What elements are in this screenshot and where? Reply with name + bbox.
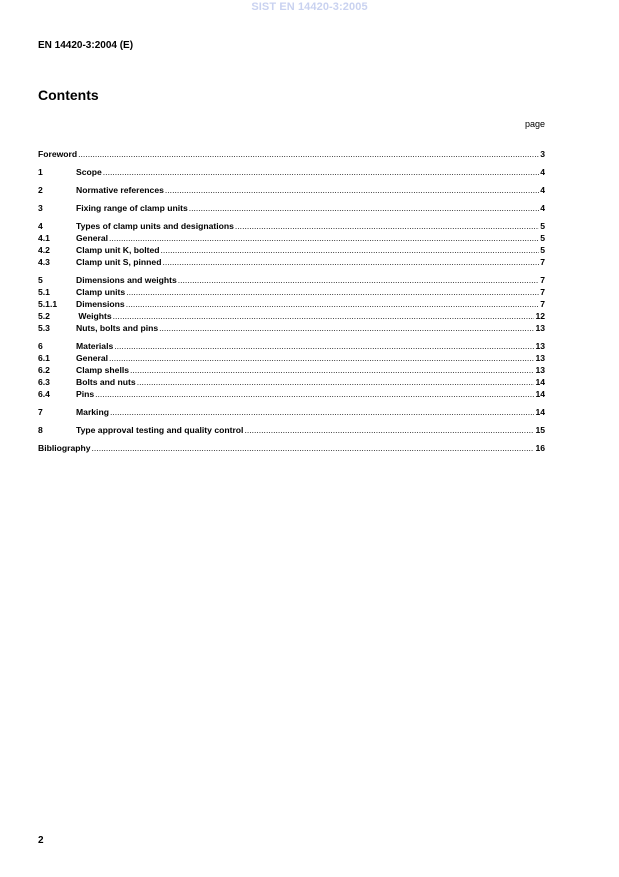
toc-entry-title: Marking bbox=[76, 407, 109, 417]
toc-entry-title: Bibliography bbox=[38, 443, 91, 453]
toc-entry[interactable] bbox=[38, 220, 545, 232]
toc-entry-number: 2 bbox=[38, 185, 43, 195]
toc-entry-title: Foreword bbox=[38, 149, 78, 159]
toc-entry-title: Pins bbox=[76, 389, 95, 399]
toc-dot-leader bbox=[78, 148, 539, 160]
toc-entry-number: 4.2 bbox=[38, 245, 50, 255]
toc-entry[interactable] bbox=[38, 376, 545, 388]
toc-entry[interactable] bbox=[38, 286, 545, 298]
toc-entry-title: Nuts, bolts and pins bbox=[76, 323, 159, 333]
toc-entry-number: 6.3 bbox=[38, 377, 50, 387]
toc-entry-number: 1 bbox=[38, 167, 43, 177]
toc-entry-page: 13 bbox=[535, 365, 545, 375]
toc-entry[interactable] bbox=[38, 274, 545, 286]
toc-entry-page: 14 bbox=[535, 389, 545, 399]
toc-entry-title: Clamp unit S, pinned bbox=[76, 257, 162, 267]
toc-dot-leader bbox=[110, 406, 534, 418]
toc-entry-title: General bbox=[76, 233, 109, 243]
toc-entry-page: 13 bbox=[535, 341, 545, 351]
toc-dot-leader bbox=[165, 184, 539, 196]
toc-entry-page: 4 bbox=[540, 167, 545, 177]
toc-dot-leader bbox=[159, 322, 534, 334]
toc-entry-page: 7 bbox=[540, 257, 545, 267]
toc-entry[interactable] bbox=[38, 442, 545, 454]
toc-entry-number: 8 bbox=[38, 425, 43, 435]
page-number: 2 bbox=[38, 835, 44, 846]
toc-entry-page: 5 bbox=[540, 221, 545, 231]
toc-entry-number: 5.1 bbox=[38, 287, 50, 297]
toc-entry-page: 7 bbox=[540, 299, 545, 309]
toc-entry-number: 3 bbox=[38, 203, 43, 213]
toc-entry-title: Weights bbox=[76, 311, 112, 321]
toc-dot-leader bbox=[235, 220, 539, 232]
toc-dot-leader bbox=[126, 286, 539, 298]
toc-entry-number: 7 bbox=[38, 407, 43, 417]
toc-entry-number: 6.1 bbox=[38, 353, 50, 363]
toc-dot-leader bbox=[109, 232, 539, 244]
toc-entry[interactable] bbox=[38, 364, 545, 376]
toc-entry-page: 13 bbox=[535, 323, 545, 333]
toc-entry[interactable] bbox=[38, 244, 545, 256]
toc-entry[interactable] bbox=[38, 256, 545, 268]
toc-dot-leader bbox=[178, 274, 539, 286]
toc-entry[interactable] bbox=[38, 424, 545, 436]
toc-entry-title: Normative references bbox=[76, 185, 164, 195]
toc-entry[interactable] bbox=[38, 310, 545, 322]
document-id: EN 14420-3:2004 (E) bbox=[38, 40, 134, 51]
toc-entry-number: 6.4 bbox=[38, 389, 50, 399]
toc-entry[interactable] bbox=[38, 388, 545, 400]
toc-dot-leader bbox=[137, 376, 535, 388]
toc-entry-page: 15 bbox=[535, 425, 545, 435]
toc-dot-leader bbox=[114, 340, 534, 352]
toc-entry-title: Clamp units bbox=[76, 287, 126, 297]
toc-entry-number: 5 bbox=[38, 275, 43, 285]
toc-entry[interactable] bbox=[38, 406, 545, 418]
toc-entry-page: 16 bbox=[535, 443, 545, 453]
toc-dot-leader bbox=[109, 352, 534, 364]
toc-entry-page: 5 bbox=[540, 233, 545, 243]
toc-entry[interactable] bbox=[38, 166, 545, 178]
toc-entry-title: Scope bbox=[76, 167, 102, 177]
toc-entry-page: 3 bbox=[540, 149, 545, 159]
toc-dot-leader bbox=[244, 424, 534, 436]
toc-entry-number: 4.1 bbox=[38, 233, 50, 243]
toc-entry-title: Fixing range of clamp units bbox=[76, 203, 188, 213]
toc-entry-number: 5.3 bbox=[38, 323, 50, 333]
toc-entry-number: 4.3 bbox=[38, 257, 50, 267]
table-of-contents bbox=[38, 148, 545, 454]
toc-dot-leader bbox=[113, 310, 535, 322]
toc-dot-leader bbox=[162, 256, 539, 268]
toc-dot-leader bbox=[130, 364, 534, 376]
toc-entry-title: Dimensions and weights bbox=[76, 275, 177, 285]
toc-entry-page: 12 bbox=[535, 311, 545, 321]
toc-dot-leader bbox=[92, 442, 535, 454]
toc-entry[interactable] bbox=[38, 322, 545, 334]
toc-entry-number: 6 bbox=[38, 341, 43, 351]
toc-entry[interactable] bbox=[38, 202, 545, 214]
toc-entry-page: 14 bbox=[535, 377, 545, 387]
toc-entry[interactable] bbox=[38, 340, 545, 352]
toc-entry-title: Clamp unit K, bolted bbox=[76, 245, 160, 255]
toc-entry[interactable] bbox=[38, 352, 545, 364]
toc-entry-page: 13 bbox=[535, 353, 545, 363]
toc-entry-number: 5.2 bbox=[38, 311, 50, 321]
toc-dot-leader bbox=[126, 298, 540, 310]
toc-entry-title: General bbox=[76, 353, 109, 363]
toc-entry-page: 7 bbox=[540, 275, 545, 285]
toc-entry-page: 14 bbox=[535, 407, 545, 417]
toc-entry-page: 4 bbox=[540, 185, 545, 195]
toc-entry-page: 5 bbox=[540, 245, 545, 255]
contents-heading: Contents bbox=[38, 87, 99, 103]
watermark: SIST EN 14420-3:2005 bbox=[251, 1, 368, 13]
toc-entry-title: Clamp shells bbox=[76, 365, 130, 375]
toc-entry-title: Type approval testing and quality control bbox=[76, 425, 244, 435]
toc-entry[interactable] bbox=[38, 148, 545, 160]
toc-dot-leader bbox=[161, 244, 540, 256]
toc-entry[interactable] bbox=[38, 298, 545, 310]
toc-entry[interactable] bbox=[38, 184, 545, 196]
toc-entry-title: Bolts and nuts bbox=[76, 377, 136, 387]
toc-entry-number: 4 bbox=[38, 221, 43, 231]
page-column-label: page bbox=[524, 119, 545, 129]
toc-entry-number: 6.2 bbox=[38, 365, 50, 375]
toc-entry[interactable] bbox=[38, 232, 545, 244]
toc-dot-leader bbox=[189, 202, 539, 214]
toc-dot-leader bbox=[103, 166, 539, 178]
toc-entry-page: 7 bbox=[540, 287, 545, 297]
toc-entry-title: Types of clamp units and designations bbox=[76, 221, 234, 231]
toc-entry-title: Materials bbox=[76, 341, 114, 351]
toc-entry-title: Dimensions bbox=[76, 299, 125, 309]
toc-entry-page: 4 bbox=[540, 203, 545, 213]
toc-entry-number: 5.1.1 bbox=[38, 299, 58, 309]
toc-dot-leader bbox=[95, 388, 534, 400]
